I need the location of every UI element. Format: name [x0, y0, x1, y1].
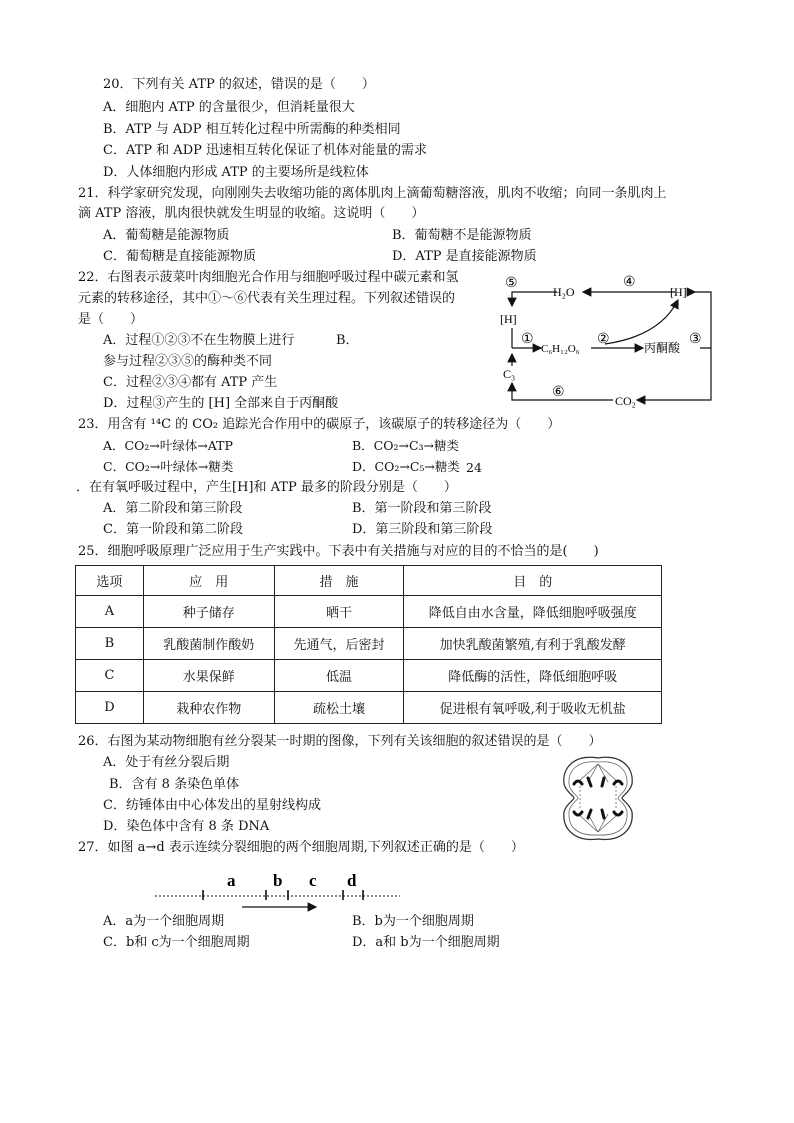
q27-option-c: C．b和 c为一个细胞周期 — [103, 935, 250, 950]
table-row — [76, 660, 662, 692]
table-row — [76, 628, 662, 660]
cell-measure: 先通气，后密封 — [274, 628, 404, 660]
cell-measure: 低温 — [274, 660, 404, 692]
q27-option-b: B．b为一个细胞周期 — [352, 914, 474, 929]
q24-option-a: A．第二阶段和第三阶段 — [103, 501, 243, 516]
segment-b-label: b — [273, 871, 283, 890]
q22-stem-line3: 是（ ） — [78, 312, 144, 327]
q21-stem-line2: 滴 ATP 溶液，肌肉很快就发生明显的收缩。这说明（ ） — [78, 206, 425, 221]
cell-application: 栽种农作物 — [143, 692, 274, 724]
q20-option-a: A．细胞内 ATP 的含量很少，但消耗量很大 — [103, 100, 355, 115]
q20-option-b: B．ATP 与 ADP 相互转化过程中所需酶的种类相同 — [103, 122, 401, 137]
cell-application: 种子储存 — [143, 596, 274, 628]
mitosis-cell-figure — [558, 752, 638, 844]
segment-c-label: c — [309, 871, 317, 890]
q22-option-b-head: B． — [336, 333, 359, 348]
c3-label: C₃ — [503, 367, 516, 381]
q27-option-d: D．a和 b为一个细胞周期 — [352, 935, 500, 950]
q22-option-c: C．过程②③④都有 ATP 产生 — [103, 375, 278, 390]
q23-stem: 23．用含有 ¹⁴C 的 CO₂ 追踪光合作用中的碳原子，该碳原子的转移途径为（ ） — [78, 417, 561, 432]
q26-stem: 26．右图为某动物细胞有丝分裂某一时期的图像，下列有关该细胞的叙述错误的是（ ） — [78, 734, 602, 749]
segment-a-label: a — [227, 871, 236, 890]
table-row — [76, 596, 662, 628]
q22-stem-line1: 22．右图表示菠菜叶肉细胞光合作用与细胞呼吸过程中碳元素和氢 — [78, 270, 459, 285]
step-6-label: ⑥ — [552, 385, 565, 400]
cell-application: 水果保鲜 — [143, 660, 274, 692]
q22-option-a: A．过程①②③不在生物膜上进行 — [103, 333, 295, 348]
h-right-label: [H] — [670, 285, 687, 299]
header-measure: 措 施 — [274, 566, 404, 596]
q24-option-b: B．第一阶段和第三阶段 — [352, 501, 492, 516]
step-2-label: ② — [597, 332, 610, 347]
cell-purpose: 加快乳酸菌繁殖,有利于乳酸发酵 — [404, 628, 662, 660]
q20-stem: 20．下列有关 ATP 的叙述，错误的是（ ） — [103, 77, 375, 92]
cell-purpose: 促进根有氧呼吸,利于吸收无机盐 — [404, 692, 662, 724]
q26-option-a: A．处于有丝分裂后期 — [103, 755, 230, 770]
carbon-hydrogen-pathway-diagram — [495, 270, 720, 415]
q21-option-c: C．葡萄糖是直接能源物质 — [103, 249, 256, 264]
step-5-label: ⑤ — [505, 276, 518, 291]
q20-option-c: C．ATP 和 ADP 迅速相互转化保证了机体对能量的需求 — [103, 143, 427, 158]
q24-stem: ．在有氧呼吸过程中，产生[H]和 ATP 最多的阶段分别是（ ） — [76, 480, 457, 495]
q24-option-c: C．第一阶段和第二阶段 — [103, 522, 243, 537]
q20-option-d: D．人体细胞内形成 ATP 的主要场所是线粒体 — [103, 165, 369, 180]
q22-option-d: D．过程③产生的 [H] 全部来自于丙酮酸 — [103, 396, 339, 411]
q26-option-d: D．染色体中含有 8 条 DNA — [103, 819, 270, 834]
q21-option-a: A．葡萄糖是能源物质 — [103, 228, 230, 243]
pyruvate-label: 丙酮酸 — [644, 341, 681, 355]
step-1-label: ① — [521, 332, 534, 347]
step-4-label: ④ — [623, 275, 636, 290]
table-row — [76, 692, 662, 724]
cell-option: B — [76, 628, 144, 660]
cell-purpose: 降低酶的活性，降低细胞呼吸 — [404, 660, 662, 692]
q23-option-a: A．CO₂→叶绿体→ATP — [103, 438, 233, 453]
cell-option: C — [76, 660, 144, 692]
q23-option-b: B．CO₂→C₃→糖类 — [352, 438, 460, 453]
measures-table — [75, 565, 662, 724]
q22-option-b-rest: 参与过程②③⑤的酶种类不同 — [103, 354, 273, 369]
cell-cycle-timeline — [150, 866, 410, 914]
header-application: 应 用 — [143, 566, 274, 596]
cell-purpose: 降低自由水含量，降低细胞呼吸强度 — [404, 596, 662, 628]
q22-stem-line2: 元素的转移途径，其中①～⑥代表有关生理过程。下列叙述错误的 — [78, 291, 456, 306]
q21-stem-line1: 21．科学家研究发现，向刚刚失去收缩功能的离体肌肉上滴葡萄糖溶液，肌肉不收缩；向同一条肌肉上 — [78, 186, 667, 201]
q25-stem: 25．细胞呼吸原理广泛应用于生产实践中。下表中有关措施与对应的目的不恰当的是( ) — [78, 544, 599, 559]
q27-option-a: A．a为一个细胞周期 — [103, 914, 225, 929]
glucose-label: C₆H₁₂O₆ — [541, 343, 580, 355]
cell-measure: 晒干 — [274, 596, 404, 628]
header-purpose: 目 的 — [404, 566, 662, 596]
q26-option-c: C．纺锤体由中心体发出的星射线构成 — [103, 798, 321, 813]
q26-option-b: B．含有 8 条染色单体 — [109, 777, 240, 792]
step-3-label: ③ — [689, 332, 702, 347]
cell-option: A — [76, 596, 144, 628]
q27-stem: 27．如图 a→d 表示连续分裂细胞的两个细胞周期,下列叙述正确的是（ ） — [78, 840, 524, 855]
cell-application: 乳酸菌制作酸奶 — [143, 628, 274, 660]
header-option: 选项 — [76, 566, 144, 596]
co2-label: CO₂ — [615, 394, 636, 408]
segment-d-label: d — [347, 871, 357, 890]
q24-option-d: D．第三阶段和第三阶段 — [352, 522, 493, 537]
cell-option: D — [76, 692, 144, 724]
q23-option-d: D．CO₂→C₅→糖类 — [352, 459, 460, 474]
q21-option-b: B．葡萄糖不是能源物质 — [392, 228, 532, 243]
q23-option-c: C．CO₂→叶绿体→糖类 — [103, 459, 234, 474]
q24-number: 24 — [466, 460, 482, 475]
cell-measure: 疏松土壤 — [274, 692, 404, 724]
h-left-label: [H] — [500, 312, 517, 326]
table-header-row — [76, 566, 662, 596]
h2o-label: H₂O — [553, 285, 575, 299]
q21-option-d: D．ATP 是直接能源物质 — [392, 249, 537, 264]
